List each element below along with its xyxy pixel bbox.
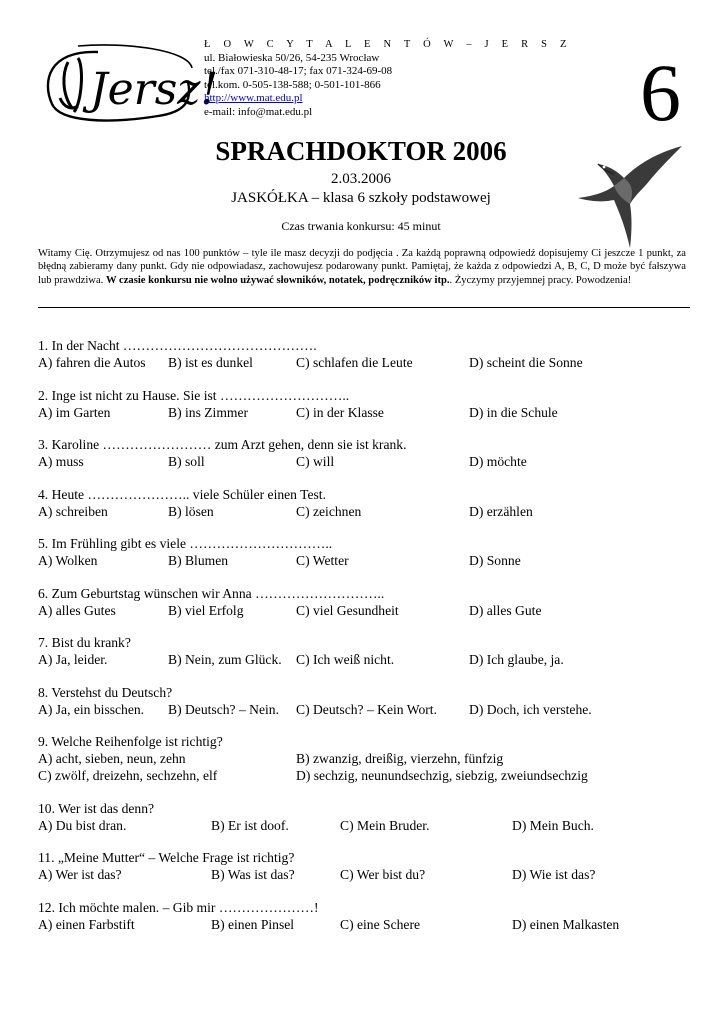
option-b: B) Nein, zum Glück. (168, 652, 282, 667)
swallow-bird-icon (574, 144, 684, 250)
question-text: 4. Heute ………………….. viele Schüler einen Test. (38, 486, 326, 502)
option-d: D) erzählen (469, 503, 533, 519)
option-b: B) soll (168, 454, 205, 469)
question-2 (38, 387, 688, 421)
title-block (160, 136, 562, 234)
org-name: Ł O W C Y T A L E N T Ó W – J E R S Z (204, 39, 572, 50)
option-a: A) Ja, leider. (38, 652, 108, 667)
question-text: 1. In der Nacht ……………………………………. (38, 338, 317, 353)
intro-paragraph (38, 247, 686, 287)
question-text: 5. Im Frühling gibt es viele ………………………….. (38, 536, 333, 551)
org-address: ul. Białowieska 50/26, 54-235 Wrocław (204, 51, 380, 64)
question-text: 3. Karoline …………………… zum Arzt gehen, denn sie ist krank. (38, 437, 407, 452)
option-b: B) Er ist doof. (211, 817, 289, 833)
option-a: A) fahren die Autos (38, 355, 146, 370)
option-a: A) schreiben (38, 503, 108, 519)
option-a: A) Ja, ein bisschen. (38, 701, 145, 717)
option-d: D) Sonne (469, 553, 521, 568)
option-b: B) lösen (168, 503, 214, 519)
grade-number: 6 (640, 47, 681, 138)
option-c: C) zwölf, dreizehn, sechzehn, elf (38, 768, 218, 783)
option-c: C) will (296, 454, 335, 469)
question-text: 2. Inge ist nicht zu Hause. Sie ist ……………………….. (38, 387, 350, 403)
intro-tail: . Życzymy przyjemnej pracy. Powodzenia! (449, 274, 632, 286)
option-d: D) sechzig, neunundsechzig, siebzig, zweiundsechzig (296, 768, 588, 783)
intro-text: Witamy Cię. Otrzymujesz od nas 100 punktów – tyle ile masz decyzji do podjęcia . Za każdą poprawną odpowiedź dopisujemy Ci jeszcze 1 punkt, za błędną zabieramy dany punkt. Gdy nie odpowiadasz, zachowujesz podarowany punkt. Pamiętaj, że każda z odpowiedzi A, B, C, D może być fałszywa lub prawdziwa. (38, 248, 686, 286)
contest-date: 2.03.2006 (331, 171, 391, 187)
question-4 (38, 486, 688, 520)
option-c: C) Ich weiß nicht. (296, 652, 395, 667)
option-d: D) Wie ist das? (512, 867, 596, 882)
contest-subtitle: JASKÓŁKA – klasa 6 szkoły podstawowej (231, 190, 491, 206)
option-b: B) ist es dunkel (168, 355, 253, 370)
question-text: 7. Bist du krank? (38, 635, 131, 650)
option-b: B) Blumen (168, 553, 229, 568)
question-text: 11. „Meine Mutter“ – Welche Frage ist richtig? (38, 850, 295, 865)
question-11 (38, 849, 688, 883)
website-link[interactable]: http://www.mat.edu.pl (204, 92, 303, 105)
option-c: C) zeichnen (296, 503, 362, 519)
option-a: A) muss (38, 454, 84, 469)
option-b: B) Was ist das? (211, 867, 295, 882)
option-a: A) Wer ist das? (38, 867, 122, 882)
option-c: C) Wetter (296, 553, 349, 568)
question-1 (38, 337, 688, 371)
question-text: 8. Verstehst du Deutsch? (38, 684, 173, 700)
option-c: C) viel Gesundheit (296, 602, 399, 618)
option-a: A) im Garten (38, 404, 111, 420)
logo-text: Jersz! (90, 64, 219, 115)
option-a: A) acht, sieben, neun, zehn (38, 751, 186, 766)
option-c: C) schlafen die Leute (296, 355, 413, 370)
page-title: SPRACHDOKTOR 2006 (215, 136, 507, 166)
option-d: D) einen Malkasten (512, 916, 620, 932)
option-d: D) möchte (469, 454, 527, 469)
question-12 (38, 899, 688, 933)
question-8 (38, 684, 688, 718)
jersz-logo (38, 42, 219, 126)
question-text: 12. Ich möchte malen. – Gib mir …………………! (38, 899, 319, 915)
option-b: B) Deutsch? – Nein. (168, 701, 279, 717)
option-d: D) Ich glaube, ja. (469, 652, 564, 667)
org-email: e-mail: info@mat.edu.pl (204, 105, 313, 118)
question-text: 6. Zum Geburtstag wünschen wir Anna ……………………….. (38, 585, 385, 601)
org-telfax: tel./fax 071-310-48-17; fax 071-324-69-08 (204, 65, 393, 78)
question-7 (38, 634, 688, 668)
option-c: C) Deutsch? – Kein Wort. (296, 701, 437, 717)
organization-info (204, 38, 572, 120)
option-b: B) viel Erfolg (168, 602, 244, 618)
option-a: A) Du bist dran. (38, 817, 127, 833)
question-9 (38, 733, 688, 784)
option-c: C) Mein Bruder. (340, 817, 430, 833)
option-b: B) ins Zimmer (168, 404, 249, 420)
option-d: D) Doch, ich verstehe. (469, 701, 592, 717)
header-divider (38, 307, 690, 308)
option-d: D) scheint die Sonne (469, 355, 583, 370)
question-list (38, 337, 688, 948)
option-c: C) in der Klasse (296, 404, 384, 420)
option-d: D) alles Gute (469, 602, 542, 618)
intro-bold-rule: W czasie konkursu nie wolno używać słowników, notatek, podręczników itp. (105, 274, 450, 286)
option-d: D) in die Schule (469, 404, 558, 420)
option-a: A) alles Gutes (38, 602, 116, 618)
question-text: 10. Wer ist das denn? (38, 800, 155, 816)
option-d: D) Mein Buch. (512, 817, 594, 833)
option-c: C) eine Schere (340, 916, 421, 932)
question-3 (38, 436, 688, 470)
option-b: B) einen Pinsel (211, 916, 295, 932)
option-b: B) zwanzig, dreißig, vierzehn, fünfzig (296, 751, 504, 766)
option-a: A) einen Farbstift (38, 916, 135, 932)
contest-duration: Czas trwania konkursu: 45 minut (281, 219, 441, 233)
option-a: A) Wolken (38, 553, 98, 568)
question-10 (38, 800, 688, 834)
question-6 (38, 585, 688, 619)
org-telkom: tel.kom. 0-505-138-588; 0-501-101-866 (204, 78, 381, 91)
option-c: C) Wer bist du? (340, 867, 426, 882)
question-text: 9. Welche Reihenfolge ist richtig? (38, 734, 223, 749)
question-5 (38, 535, 688, 569)
